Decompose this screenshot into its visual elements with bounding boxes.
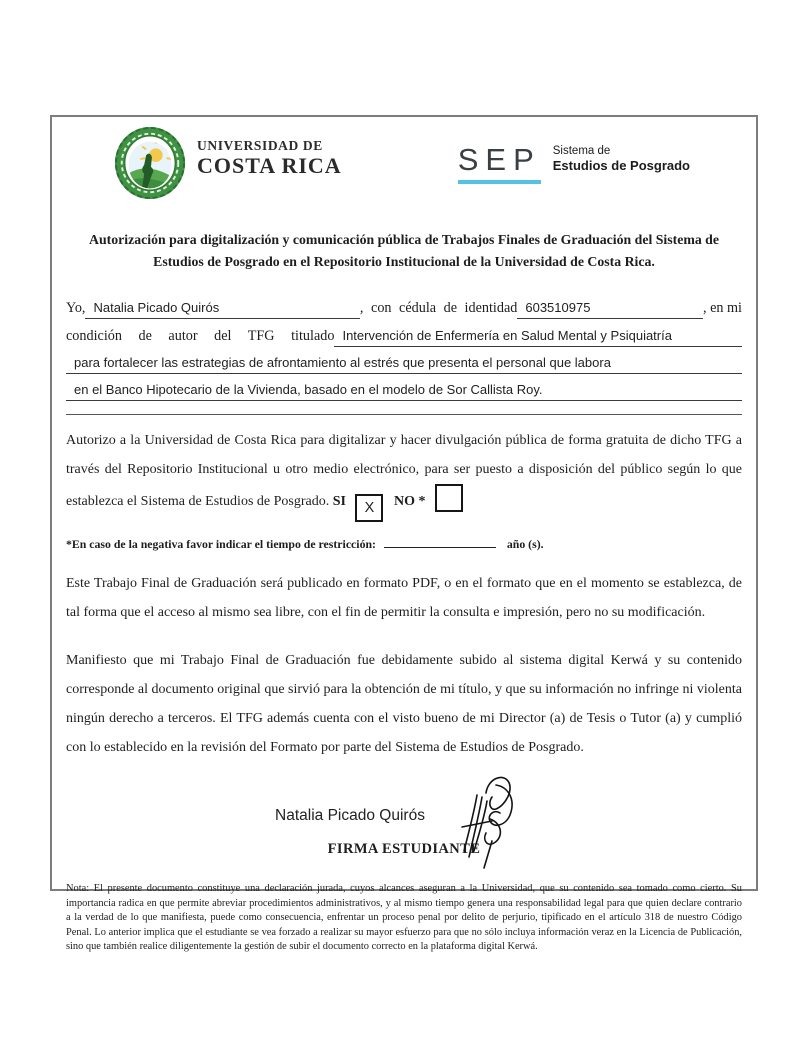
ucr-logo [113,126,342,205]
sep-wordmark-line2: Estudios de Posgrado [552,158,690,173]
tfg-title-field-2: para fortalecer las estrategias de afrontamiento al estrés que presenta el personal que labora [66,355,742,374]
tfg-title-field-3: en el Banco Hipotecario de la Vivienda, basado en el modelo de Sor Callista Roy. [66,382,742,401]
signature-block [66,777,742,869]
authorization-text: Autorizo a la Universidad de Costa Rica para digitalizar y hacer divulgación pública de forma gratuita de dicho TFG a través del Repositorio Institucional u otro medio electrónico, para ser puesto a disposición del público según lo que establezca el Sistema de Estudios de Posgrado. [66,433,742,509]
signature-scribble [444,771,522,876]
declarant-line [66,300,742,319]
enmi-label: , en mi [702,300,742,316]
document-title: Autorización para digitalización y comunicación pública de Trabajos Finales de Graduación del Sistema de Estudios de Posgrado en el Repositorio Institucional de la Universidad de Costa Rica. [89,232,719,269]
signature-printed-name: Natalia Picado Quirós [275,807,425,824]
restriction-line [66,537,742,552]
ucr-wordmark [197,139,342,177]
si-label: SI [332,494,346,509]
yo-label: Yo, [66,300,86,316]
manifiesto-paragraph: Manifiesto que mi Trabajo Final de Graduación fue debidamente subido al sistema digital Kerwá y su contenido corresponde al documento original que sirvió para la obtención de mi título, y que su información no infringe ni violenta ningún derecho a terceros. El TFG además cuenta con el visto bueno de mi Director (a) de Tesis o Tutor (a) y cumplió con lo establecido en la revisión del Formato por parte del Sistema de Estudios de Posgrado. [66,653,742,755]
declarant-name-field: Natalia Picado Quirós [85,300,359,319]
ucr-emblem-icon [113,126,187,205]
authorization-paragraph [66,426,742,522]
tfg-title-field-1: Intervención de Enfermería en Salud Mental y Psiquiatría [334,328,742,347]
authorization-form-page [50,115,758,953]
cedula-field: 603510975 [517,300,703,319]
restriction-blank-field [384,547,496,548]
section-divider [66,414,742,415]
signature-caption: FIRMA ESTUDIANTE [327,841,481,857]
restriction-label: *En caso de la negativa favor indicar el tiempo de restricción: [66,537,376,551]
legal-note: Nota: El presente documento constituye una declaración jurada, cuyos alcances aseguran a la Universidad, que su contenido sea tomado como cierto. Su importancia radica en que permite abreviar procedimientos administrativos, y al mismo tiempo genera una responsabilidad legal para que quien declare contrario a la verdad de lo que manifiesta, puede como consecuencia, enfrentar un proceso penal por delito de perjurio, tipificado en el artículo 318 de nuestro Código Penal. Lo anterior implica que el estudiante se vea forzado a realizar su mayor esfuerzo para que no sólo incluya información veraz en la Licencia de Publicación, sino que también realice diligentemente la gestión de subir el documento correcto en la plataforma digital Kerwá. [66,883,742,953]
sep-wordmark [553,145,690,173]
ucr-wordmark-line2: COSTA RICA [197,152,342,178]
pdf-paragraph: Este Trabajo Final de Graduación será publicado en formato PDF, o en el formato que en el momento se establezca, de tal forma que el acceso al mismo sea libre, con el fin de permitir la consulta e impresión, pero no su modificación. [66,576,742,620]
sep-wordmark-line1: Sistema de [552,145,611,157]
sep-acronym: SEP [458,144,541,184]
sep-logo [458,144,690,184]
no-checkbox [435,484,463,512]
si-checkbox: X [355,494,383,522]
ucr-wordmark-line1: UNIVERSIDAD DE [197,138,323,153]
tfg-title-line [66,328,742,347]
condicion-label: condición de autor del TFG titulado [66,328,335,344]
restriction-suffix: año (s). [506,537,544,551]
header [66,126,742,206]
no-label: NO * [393,494,426,509]
cedula-label: , con cédula de identidad [359,300,518,316]
